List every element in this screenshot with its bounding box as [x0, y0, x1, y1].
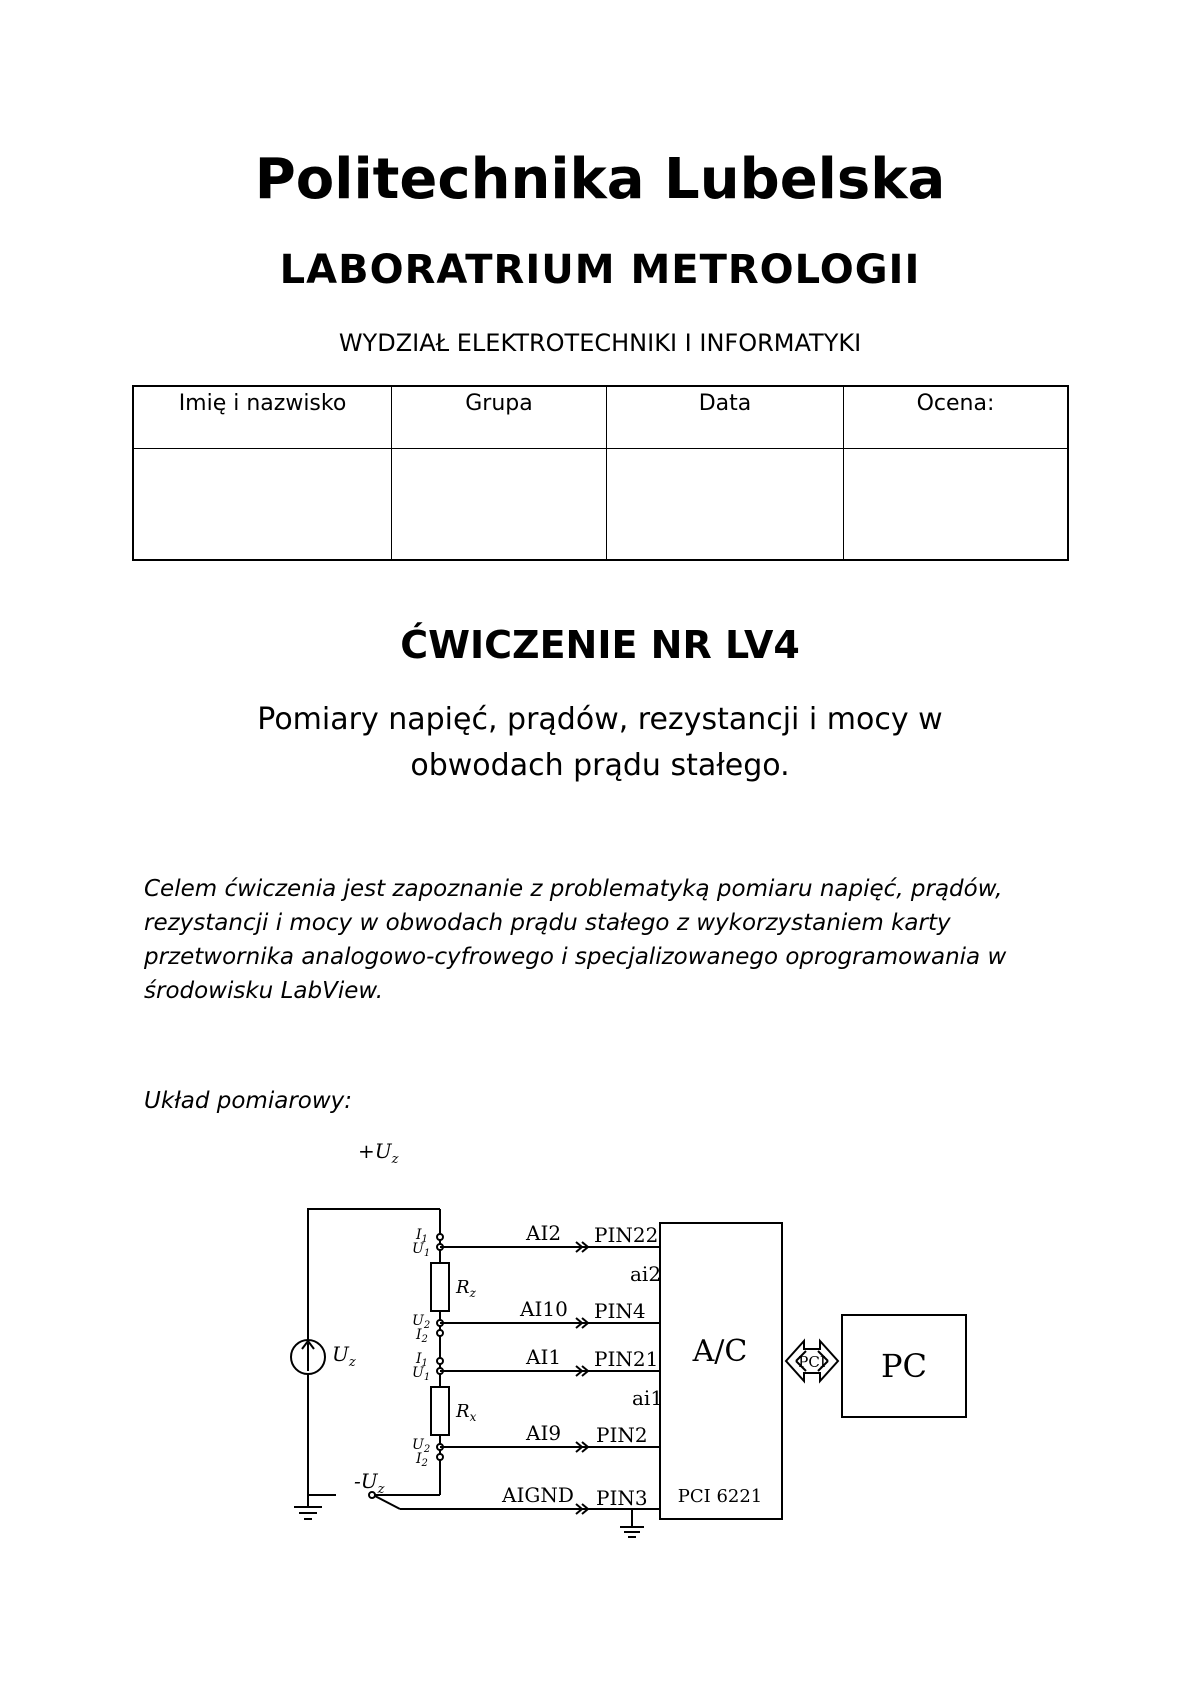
diff-ai2-label: ai2: [630, 1262, 662, 1286]
topic-line-2: obwodach prądu stałego.: [410, 748, 790, 783]
circuit-label: Układ pomiarowy:: [144, 1088, 353, 1114]
svg-text:Rz: $R_z$: [456, 1277, 476, 1300]
exercise-number: ĆWICZENIE NR LV4: [400, 623, 800, 667]
pin-3: PIN3: [596, 1486, 648, 1510]
svg-text:U2: $U_2$: [412, 1437, 431, 1455]
svg-text:I2: $I_2$: [416, 1327, 428, 1345]
pc-label: PC: [880, 1347, 928, 1385]
svg-text:Uz: $U_z$: [332, 1342, 356, 1370]
exercise-goal: Celem ćwiczenia jest zapoznanie z problematyką pomiaru napięć, prądów, rezystancji i mocy w obwodach prądu stałego z wykorzystaniem karty przetwornika analogowo-cyfrowego i specjalizowanego oprogramowania w środowisku LabView.: [144, 876, 1007, 1004]
university-title: Politechnika Lubelska: [254, 147, 946, 212]
svg-text:I2: $I_2$: [416, 1451, 428, 1469]
topic-line-1: Pomiary napięć, prądów, rezystancji i mocy w: [257, 702, 943, 737]
lab-title: LABORATRIUM METROLOGII: [279, 247, 921, 293]
svg-text:U1: $U_1$: [412, 1365, 431, 1383]
adc-label: A/C: [692, 1334, 748, 1369]
pin-4: PIN4: [594, 1299, 646, 1323]
channel-ai10: AI10: [520, 1297, 568, 1321]
pin-22: PIN22: [594, 1223, 659, 1247]
col-date-header: Data: [607, 386, 844, 449]
svg-text:I1: $I_1$: [416, 1351, 428, 1369]
col-group-header: Grupa: [392, 386, 607, 449]
pci-bus-label: PCI: [798, 1353, 826, 1371]
rx-label: R: [456, 1401, 470, 1422]
resistor-rx: [431, 1387, 449, 1435]
pin-2: PIN2: [596, 1423, 648, 1447]
svg-text:-Uz: $-U_z$: [354, 1469, 385, 1497]
exercise-topic: [0, 697, 1200, 789]
student-info-table: [132, 385, 1069, 561]
pin-21: PIN21: [594, 1347, 659, 1371]
measurement-circuit-diagram: [280, 1135, 1020, 1555]
name-cell[interactable]: [133, 449, 392, 561]
grade-cell[interactable]: [844, 449, 1069, 561]
supply-plus-label: +U: [358, 1139, 392, 1163]
source-label: U: [332, 1342, 349, 1366]
channel-aignd: AIGND: [502, 1483, 574, 1507]
date-cell[interactable]: [607, 449, 844, 561]
channel-ai9: AI9: [526, 1421, 562, 1445]
col-grade-header: Ocena:: [844, 386, 1069, 449]
diff-ai1-label: ai1: [632, 1386, 664, 1410]
supply-minus-label: -U: [354, 1469, 378, 1493]
col-name-header: Imię i nazwisko: [133, 386, 392, 449]
svg-text:I1: $I_1$: [416, 1227, 428, 1245]
resistor-rz: [431, 1263, 449, 1311]
channel-ai1: AI1: [526, 1345, 562, 1369]
svg-text:+Uz: $+U_z$: [358, 1139, 399, 1167]
rz-label: R: [456, 1277, 470, 1298]
channel-ai2: AI2: [526, 1221, 562, 1245]
faculty-name: WYDZIAŁ ELEKTROTECHNIKI I INFORMATYKI: [338, 329, 862, 357]
card-model-label: PCI 6221: [677, 1486, 763, 1507]
group-cell[interactable]: [392, 449, 607, 561]
svg-text:Rx: $R_x$: [456, 1401, 477, 1424]
adc-card-box: [660, 1223, 782, 1519]
svg-text:U2: $U_2$: [412, 1313, 431, 1331]
svg-text:U1: $U_1$: [412, 1241, 431, 1259]
